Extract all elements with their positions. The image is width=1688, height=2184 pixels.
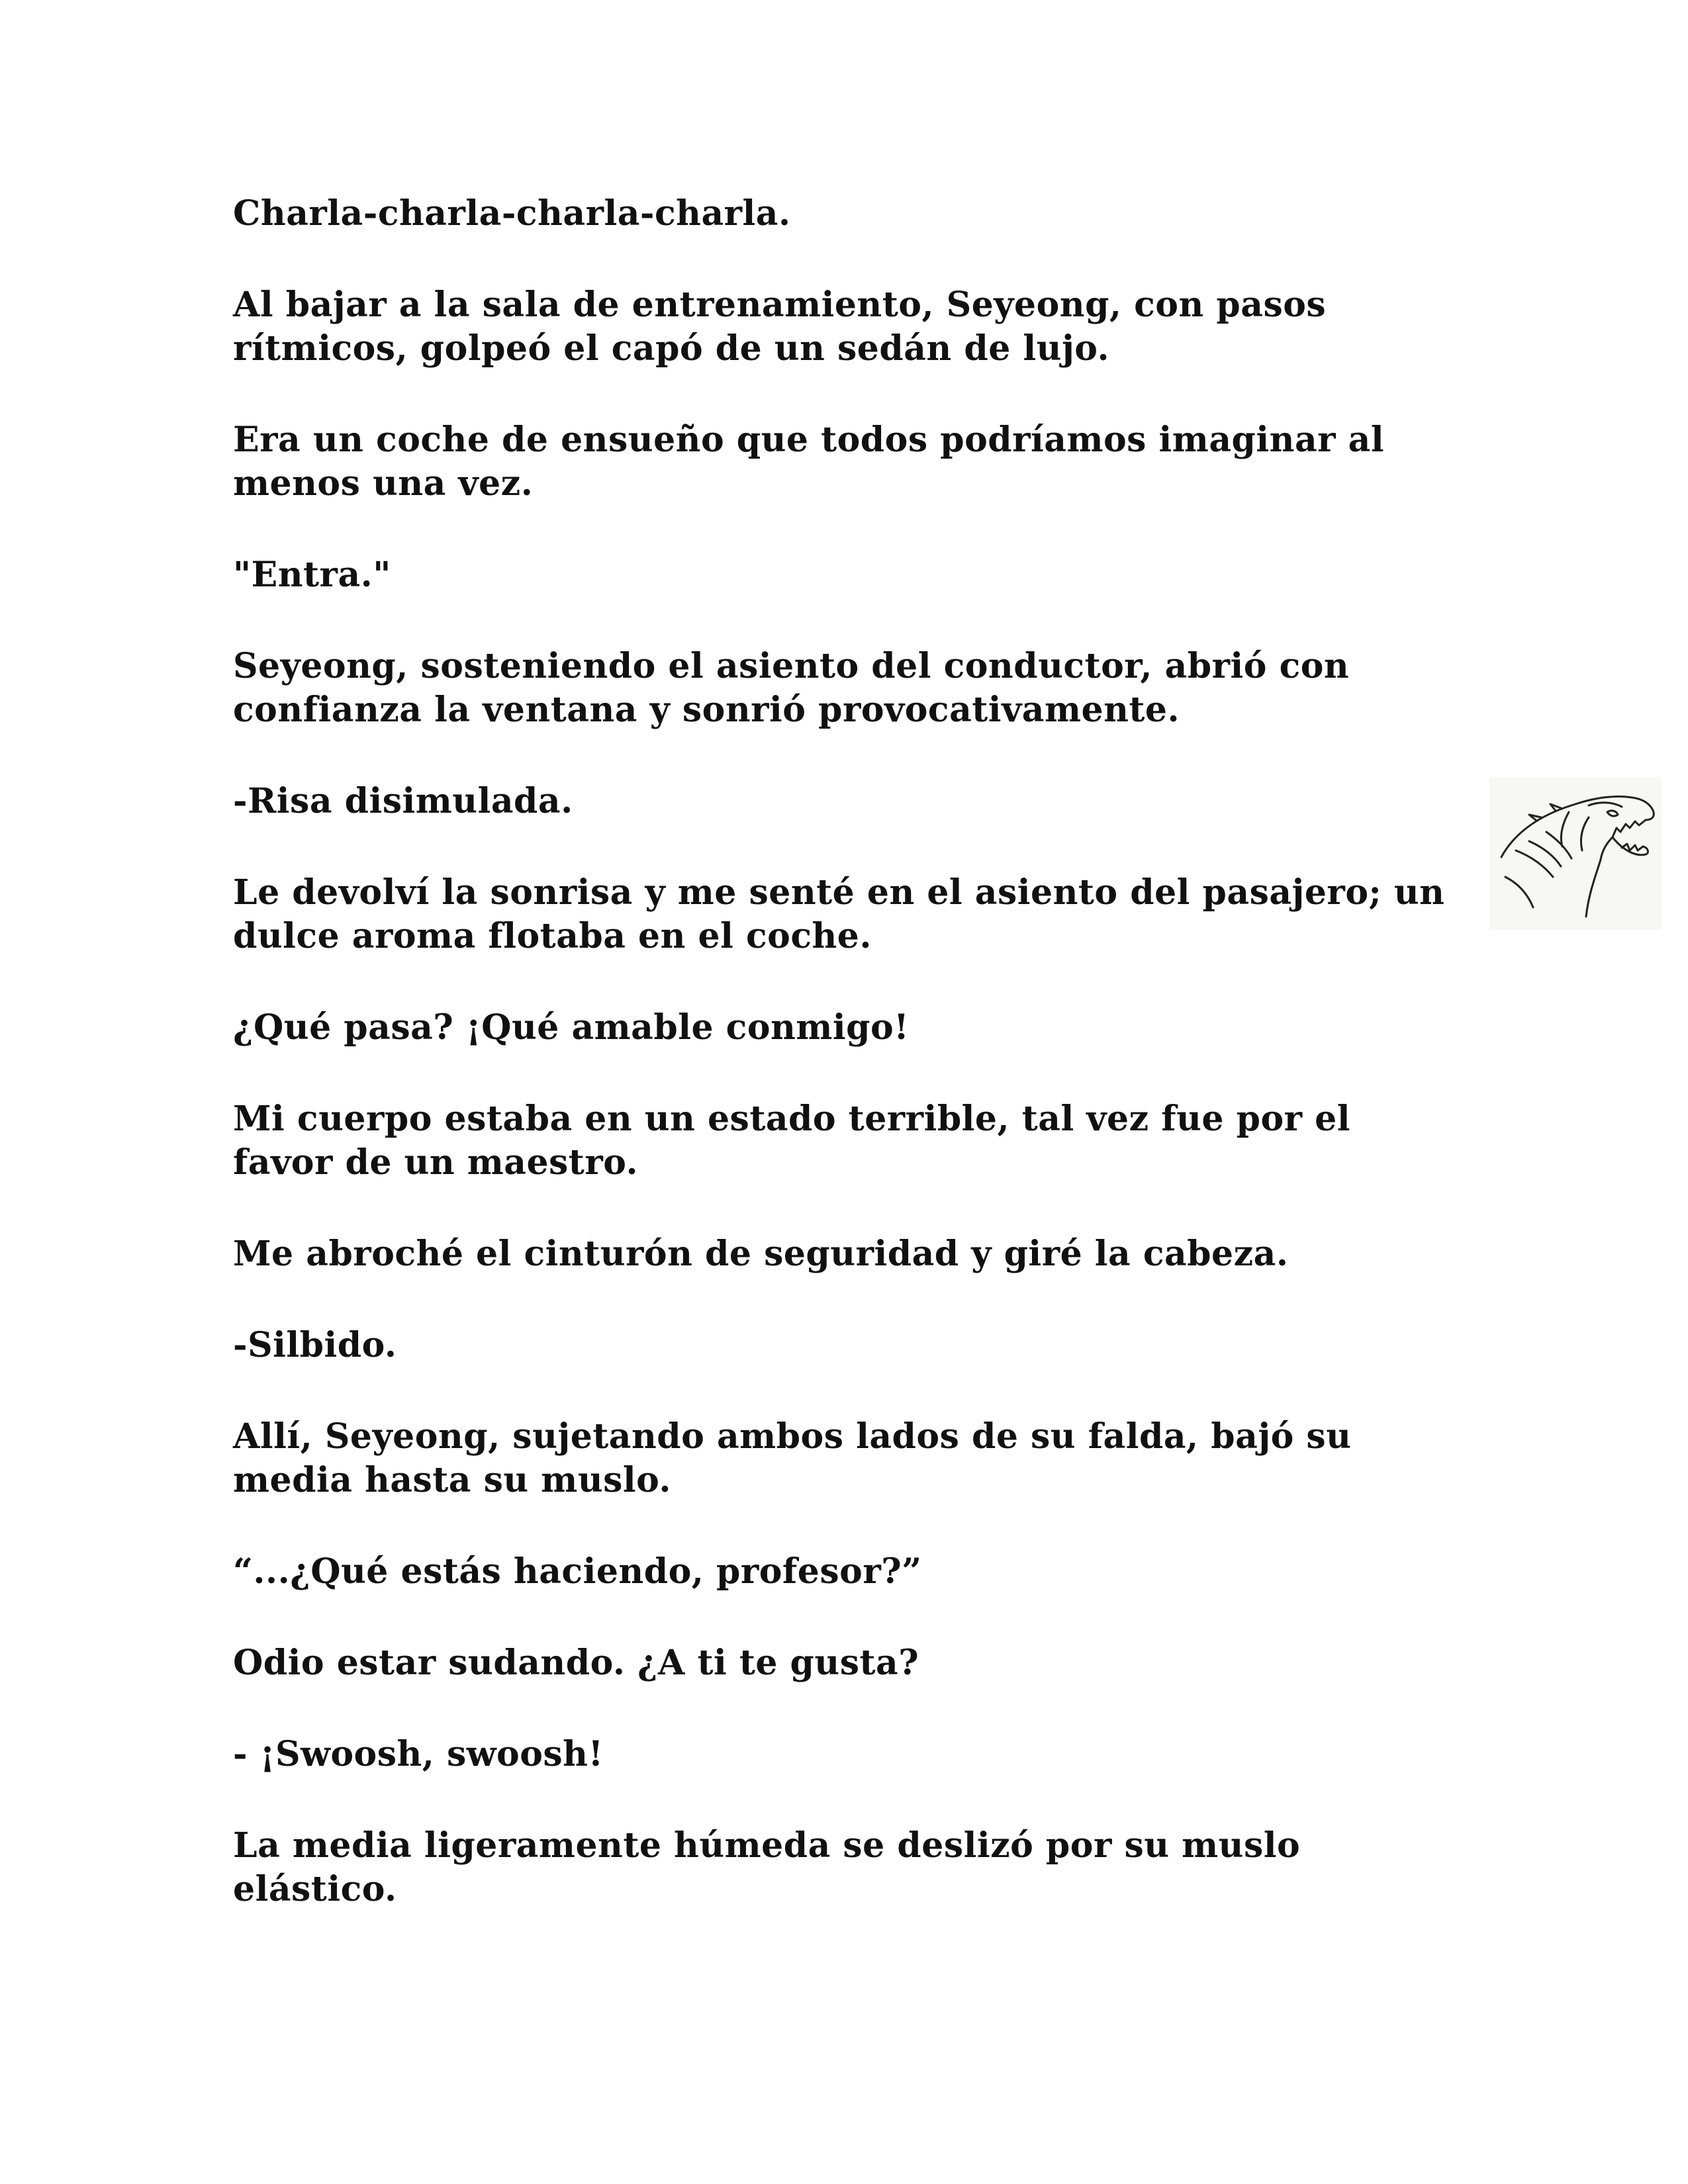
text-line: Al bajar a la sala de entrenamiento, Seyeong, con pasos <box>233 285 1327 325</box>
paragraph <box>233 1324 1458 1367</box>
text-line: -Risa disimulada. <box>233 781 573 821</box>
paragraph <box>233 1641 1458 1685</box>
paragraph <box>233 1550 1458 1594</box>
text-line: La media ligeramente húmeda se deslizó por su muslo <box>233 1825 1301 1866</box>
paragraph <box>233 1733 1458 1776</box>
paragraph <box>233 1232 1458 1276</box>
text-line: Mi cuerpo estaba en un estado terrible, tal vez fue por el <box>233 1099 1350 1139</box>
text-line: media hasta su muslo. <box>233 1460 672 1500</box>
text-line: confianza la ventana y sonrió provocativamente. <box>233 690 1180 730</box>
paragraph <box>233 1824 1458 1911</box>
paragraph <box>233 780 1458 823</box>
text-line: Seyeong, sosteniendo el asiento del conductor, abrió con <box>233 646 1350 686</box>
text-line: Odio estar sudando. ¿A ti te gusta? <box>233 1643 919 1683</box>
story-text <box>233 192 1458 1959</box>
paragraph <box>233 871 1458 958</box>
text-line: Allí, Seyeong, sujetando ambos lados de su falda, bajó su <box>233 1416 1352 1457</box>
text-line: Me abroché el cinturón de seguridad y giré la cabeza. <box>233 1234 1289 1274</box>
text-line: elástico. <box>233 1869 397 1909</box>
text-line: Charla-charla-charla-charla. <box>233 193 791 234</box>
text-line: "Entra." <box>233 555 391 595</box>
text-line: “...¿Qué estás haciendo, profesor?” <box>233 1551 922 1592</box>
text-line: Le devolví la sonrisa y me senté en el asiento del pasajero; un <box>233 872 1445 913</box>
text-line: rítmicos, golpeó el capó de un sedán de lujo. <box>233 328 1110 369</box>
paragraph <box>233 418 1458 506</box>
text-line: Era un coche de ensueño que todos podríamos imaginar al <box>233 420 1385 460</box>
text-line: -Silbido. <box>233 1325 397 1365</box>
paragraph <box>233 283 1458 371</box>
text-line: dulce aroma flotaba en el coche. <box>233 916 872 956</box>
paragraph <box>233 1415 1458 1502</box>
text-line: menos una vez. <box>233 463 534 504</box>
text-line: ¿Qué pasa? ¡Qué amable conmigo! <box>233 1007 910 1048</box>
text-line: favor de un maestro. <box>233 1142 639 1183</box>
paragraph <box>233 645 1458 732</box>
text-line: - ¡Swoosh, swoosh! <box>233 1734 604 1774</box>
paragraph <box>233 1006 1458 1050</box>
dinosaur-head-sketch-icon <box>1489 778 1662 930</box>
paragraph <box>233 192 1458 236</box>
paragraph <box>233 1097 1458 1185</box>
paragraph <box>233 553 1458 597</box>
